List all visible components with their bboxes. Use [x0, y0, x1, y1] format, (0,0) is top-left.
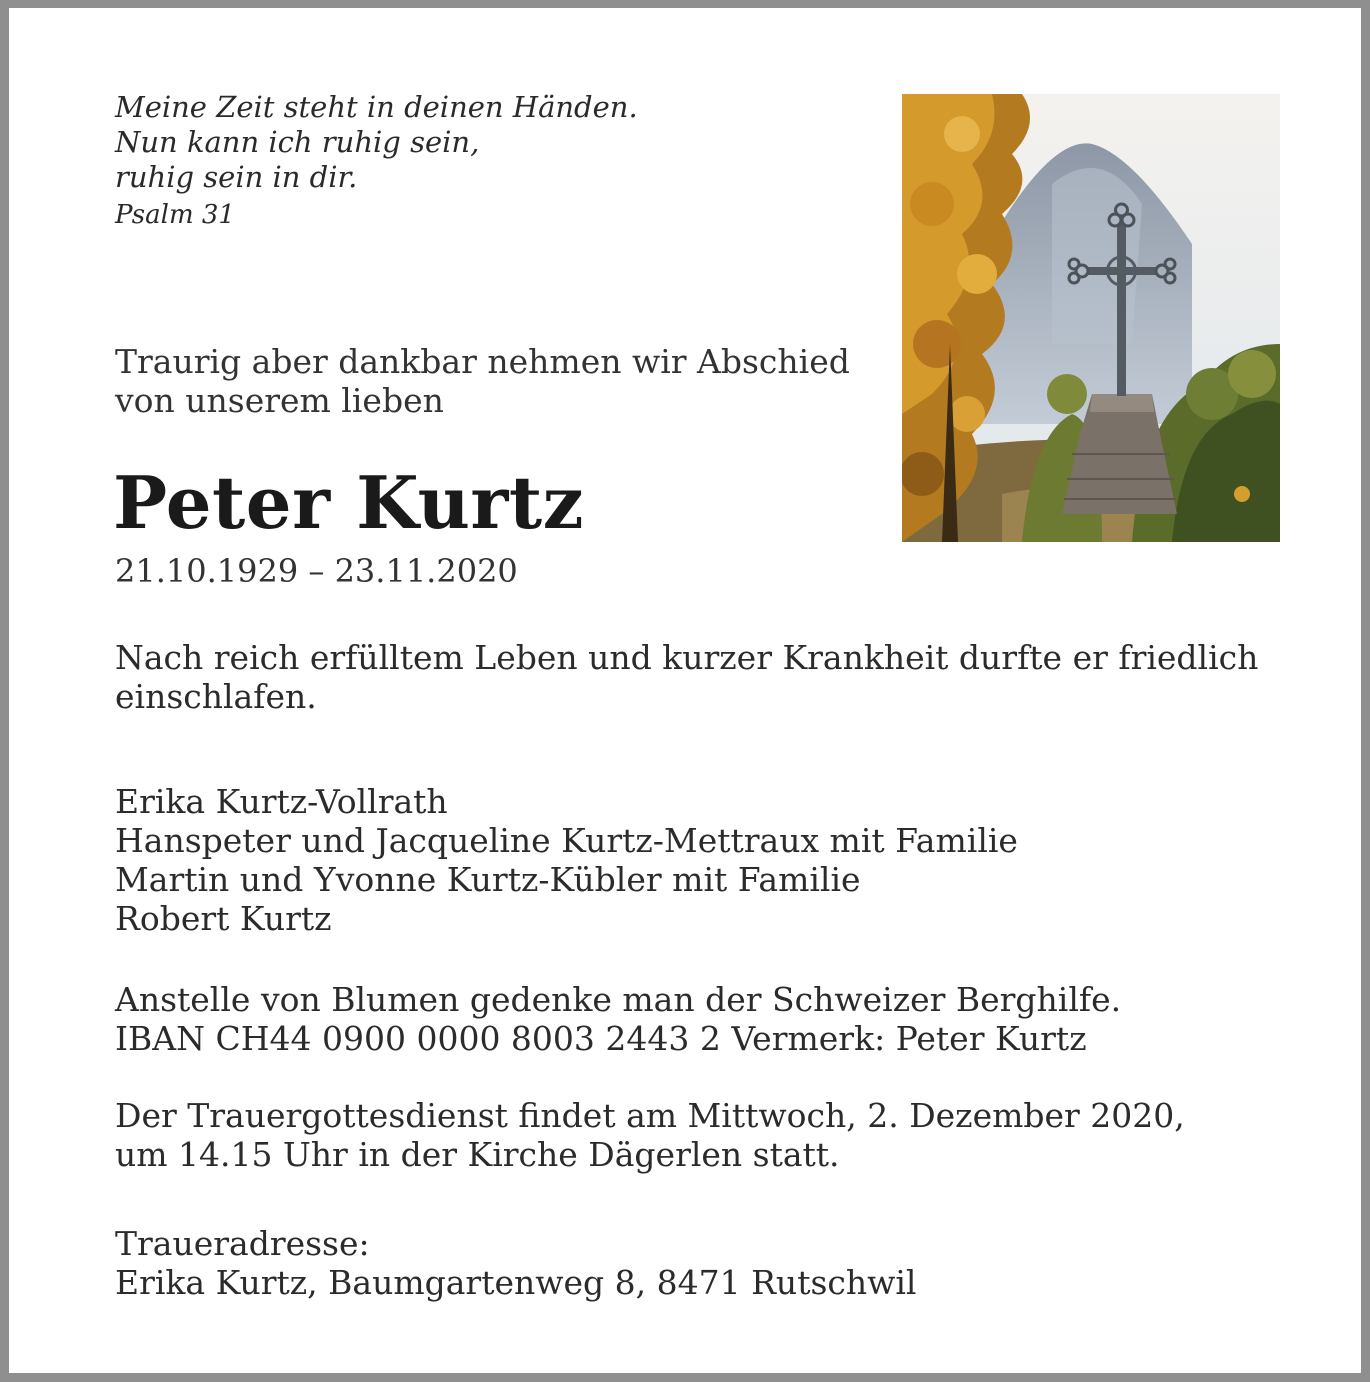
address-value: Erika Kurtz, Baumgartenweg 8, 8471 Rutschwil [115, 1263, 917, 1302]
statement-line-2: einschlafen. [115, 677, 317, 716]
intro-line-1: Traurig aber dankbar nehmen wir Abschied [115, 342, 850, 381]
obituary-notice [9, 8, 1361, 1373]
passing-statement [115, 638, 1258, 716]
mourner: Erika Kurtz-Vollrath [115, 782, 448, 821]
mourners-list [115, 782, 1018, 938]
donation-iban: IBAN CH44 0900 0000 8003 2443 2 Vermerk: Peter Kurtz [115, 1019, 1087, 1058]
life-dates: 21.10.1929 – 23.11.2020 [115, 552, 518, 590]
cross-landscape-photo [902, 94, 1280, 542]
mourner: Robert Kurtz [115, 899, 332, 938]
farewell-intro [115, 342, 850, 420]
service-line-2: um 14.15 Uhr in der Kirche Dägerlen statt. [115, 1135, 840, 1174]
verse-line-2: Nun kann ich ruhig sein, [115, 125, 480, 159]
address-label: Traueradresse: [115, 1224, 370, 1263]
donation-note [115, 980, 1121, 1058]
verse-line-3: ruhig sein in dir. [115, 160, 358, 194]
mourning-address [115, 1224, 916, 1302]
verse-source: Psalm 31 [115, 200, 235, 230]
funeral-service [115, 1096, 1185, 1174]
mourner: Hanspeter und Jacqueline Kurtz-Mettraux mit Familie [115, 821, 1018, 860]
service-line-1: Der Trauergottesdienst findet am Mittwoch, 2. Dezember 2020, [115, 1096, 1185, 1135]
deceased-name: Peter Kurtz [113, 460, 585, 545]
verse-line-1: Meine Zeit steht in deinen Händen. [115, 90, 638, 124]
mourner: Martin und Yvonne Kurtz-Kübler mit Familie [115, 860, 861, 899]
statement-line-1: Nach reich erfülltem Leben und kurzer Krankheit durfte er friedlich [115, 638, 1259, 677]
intro-line-2: von unserem lieben [115, 381, 444, 420]
bible-verse [115, 90, 638, 195]
donation-line-1: Anstelle von Blumen gedenke man der Schweizer Berghilfe. [115, 980, 1122, 1019]
